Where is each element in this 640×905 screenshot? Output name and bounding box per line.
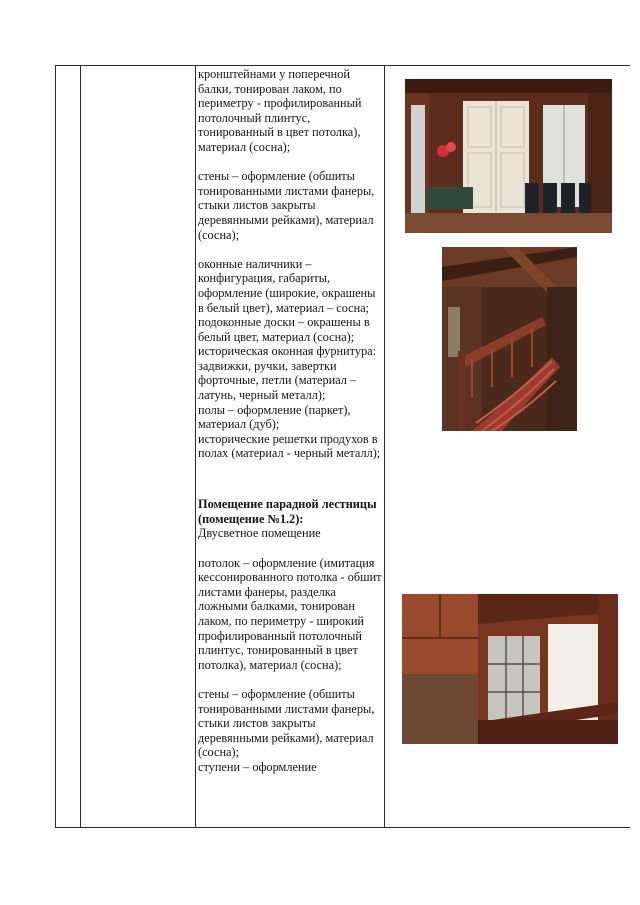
- requirements-text-column: [198, 67, 382, 775]
- window-hardware-text: историческая оконная фурнитура: задвижки, ручки, завертки форточные, петли (материал – латунь, черный металл);: [198, 344, 377, 403]
- column-divider-2: [195, 65, 196, 827]
- section-heading: Помещение парадной лестницы (помещение №1.2):: [198, 497, 377, 526]
- floors-text: полы – оформление (паркет), материал (дуб);: [198, 402, 351, 432]
- staircase-walls-text: стены – оформление (обшиты тонированными листами фанеры, стыки листов закрыты деревянными рейками), материал (сосна);: [198, 686, 375, 760]
- table-bottom-border: [55, 827, 630, 828]
- column-divider-1: [80, 65, 81, 827]
- hall-photo: [405, 79, 612, 233]
- staircase-photo: [442, 247, 577, 431]
- table-left-border: [55, 65, 56, 827]
- ceiling-continuation-text: кронштейнами у поперечной балки, тонирован лаком, по периметру - профилированный потолочный плинтус, тонированный в цвет потолка), материал (сосна);: [198, 67, 362, 154]
- staircase-hall-photo: [402, 594, 618, 744]
- window-casings-text: оконные наличники – конфигурация, габариты, оформление (широкие, окрашены в белый цвет), материал – сосна;: [198, 256, 376, 315]
- staircase-ceiling-text: потолок – оформление (имитация кессонированного потолка - обшит листами фанеры, разделка ложными балками, тонирован лаком, по периметру - широкий профилированный потолочный плинтус, тонированный в цвет потолка), материал (сосна);: [198, 555, 382, 672]
- section-subheading: Двусветное помещение: [198, 526, 321, 541]
- column-divider-3: [384, 65, 385, 827]
- window-sills-text: подоконные доски – окрашены в белый цвет, материал (сосна);: [198, 315, 370, 344]
- floor-vents-text: исторические решетки продухов в полах (материал - черный металл);: [198, 431, 381, 461]
- walls-text: стены – оформление (обшиты тонированными листами фанеры, стыки листов закрыты деревянными рейками), материал (сосна);: [198, 169, 375, 242]
- steps-text: ступени – оформление: [198, 759, 317, 774]
- table-top-border: [55, 65, 630, 66]
